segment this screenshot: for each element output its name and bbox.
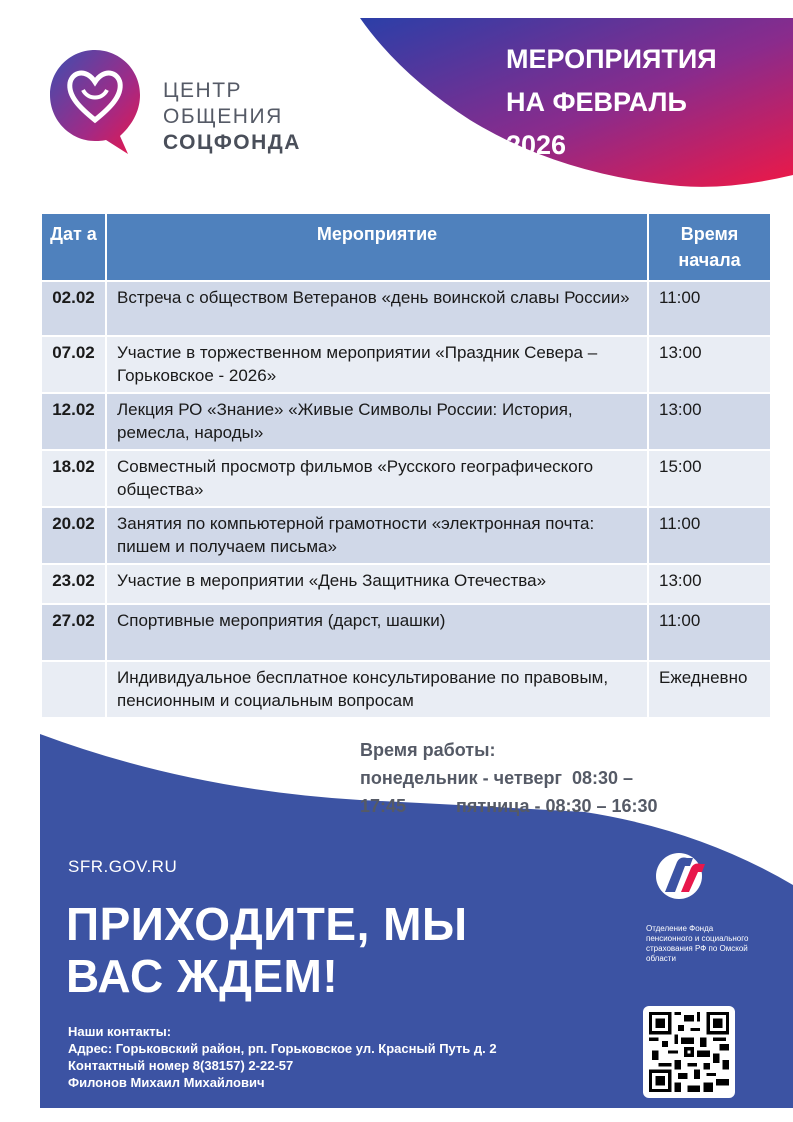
row-date: 18.02 xyxy=(42,450,106,507)
row-event: Лекция РО «Знание» «Живые Символы России: История, ремесла, народы» xyxy=(106,393,648,450)
table-row xyxy=(42,604,770,661)
hours-line-1: понедельник - четверг 08:30 – xyxy=(360,768,634,788)
row-date: 02.02 xyxy=(42,281,106,336)
row-time: 11:00 xyxy=(648,604,770,661)
logo-line-1: ЦЕНТР xyxy=(163,79,243,102)
row-event: Спортивные мероприятия (дарст, шашки) xyxy=(106,604,648,661)
row-date: 20.02 xyxy=(42,507,106,564)
row-time: 11:00 xyxy=(648,281,770,336)
contacts-phone: Контактный номер 8(38157) 2-22-57 xyxy=(68,1058,294,1073)
hours-title: Время работы: xyxy=(360,740,496,760)
logo-line-2: ОБЩЕНИЯ xyxy=(163,105,283,128)
header-time: Время начала xyxy=(648,213,770,281)
title-line-1: МЕРОПРИЯТИЯ xyxy=(506,44,717,74)
row-date: 23.02 xyxy=(42,564,106,604)
row-date: 07.02 xyxy=(42,336,106,393)
contacts-block xyxy=(68,1023,497,1091)
row-time: 15:00 xyxy=(648,450,770,507)
hours-line-2: 17:45 пятница - 08:30 – 16:30 xyxy=(360,796,658,816)
table-row xyxy=(42,564,770,604)
heart-logo-icon xyxy=(50,50,140,154)
row-event: Встреча с обществом Ветеранов «день воинской славы России» xyxy=(106,281,648,336)
sfr-caption: Отделение Фонда пенсионного и социального страхования РФ по Омской области xyxy=(646,924,749,963)
contacts-person: Филонов Михаил Михайлович xyxy=(68,1075,265,1090)
website-link[interactable]: SFR.GOV.RU xyxy=(68,857,178,876)
row-event: Занятия по компьютерной грамотности «электронная почта: пишем и получаем письма» xyxy=(106,507,648,564)
contacts-address: Адрес: Горьковский район, рп. Горьковское ул. Красный Путь д. 2 xyxy=(68,1041,497,1056)
sfr-logo-icon xyxy=(645,852,713,900)
contacts-title: Наши контакты: xyxy=(68,1024,172,1039)
table-row xyxy=(42,336,770,393)
row-event: Участие в торжественном мероприятии «Праздник Севера – Горьковское - 2026» xyxy=(106,336,648,393)
row-event: Участие в мероприятии «День Защитника Отечества» xyxy=(106,564,648,604)
row-date: 27.02 xyxy=(42,604,106,661)
row-time: 13:00 xyxy=(648,336,770,393)
row-event: Совместный просмотр фильмов «Русского географического общества» xyxy=(106,450,648,507)
title-line-2: НА ФЕВРАЛЬ xyxy=(506,87,687,117)
row-event: Индивидуальное бесплатное консультирование по правовым, пенсионным и социальным вопросам xyxy=(106,661,648,717)
table-row xyxy=(42,393,770,450)
slogan-line-2: ВАС ЖДЕМ! xyxy=(66,950,339,1002)
table-header-row xyxy=(42,213,770,281)
row-date xyxy=(42,661,106,717)
table-row xyxy=(42,281,770,336)
row-time: 13:00 xyxy=(648,393,770,450)
logo-wordmark xyxy=(163,78,301,156)
logo-line-3: СОЦФОНДА xyxy=(163,131,301,154)
working-hours xyxy=(360,736,760,820)
row-time: Ежедневно xyxy=(648,661,770,717)
qr-code[interactable] xyxy=(643,1006,735,1098)
row-time: 13:00 xyxy=(648,564,770,604)
slogan xyxy=(66,898,468,1002)
page-title xyxy=(506,38,766,167)
events-table xyxy=(42,212,770,717)
row-time: 11:00 xyxy=(648,507,770,564)
title-line-3: 2026 xyxy=(506,130,567,160)
table-row xyxy=(42,661,770,717)
row-date: 12.02 xyxy=(42,393,106,450)
header-event: Мероприятие xyxy=(106,213,648,281)
table-row xyxy=(42,450,770,507)
table-row xyxy=(42,507,770,564)
qr-code-icon xyxy=(649,1012,729,1092)
slogan-line-1: ПРИХОДИТЕ, МЫ xyxy=(66,898,468,950)
header-date: Дат а xyxy=(42,213,106,281)
